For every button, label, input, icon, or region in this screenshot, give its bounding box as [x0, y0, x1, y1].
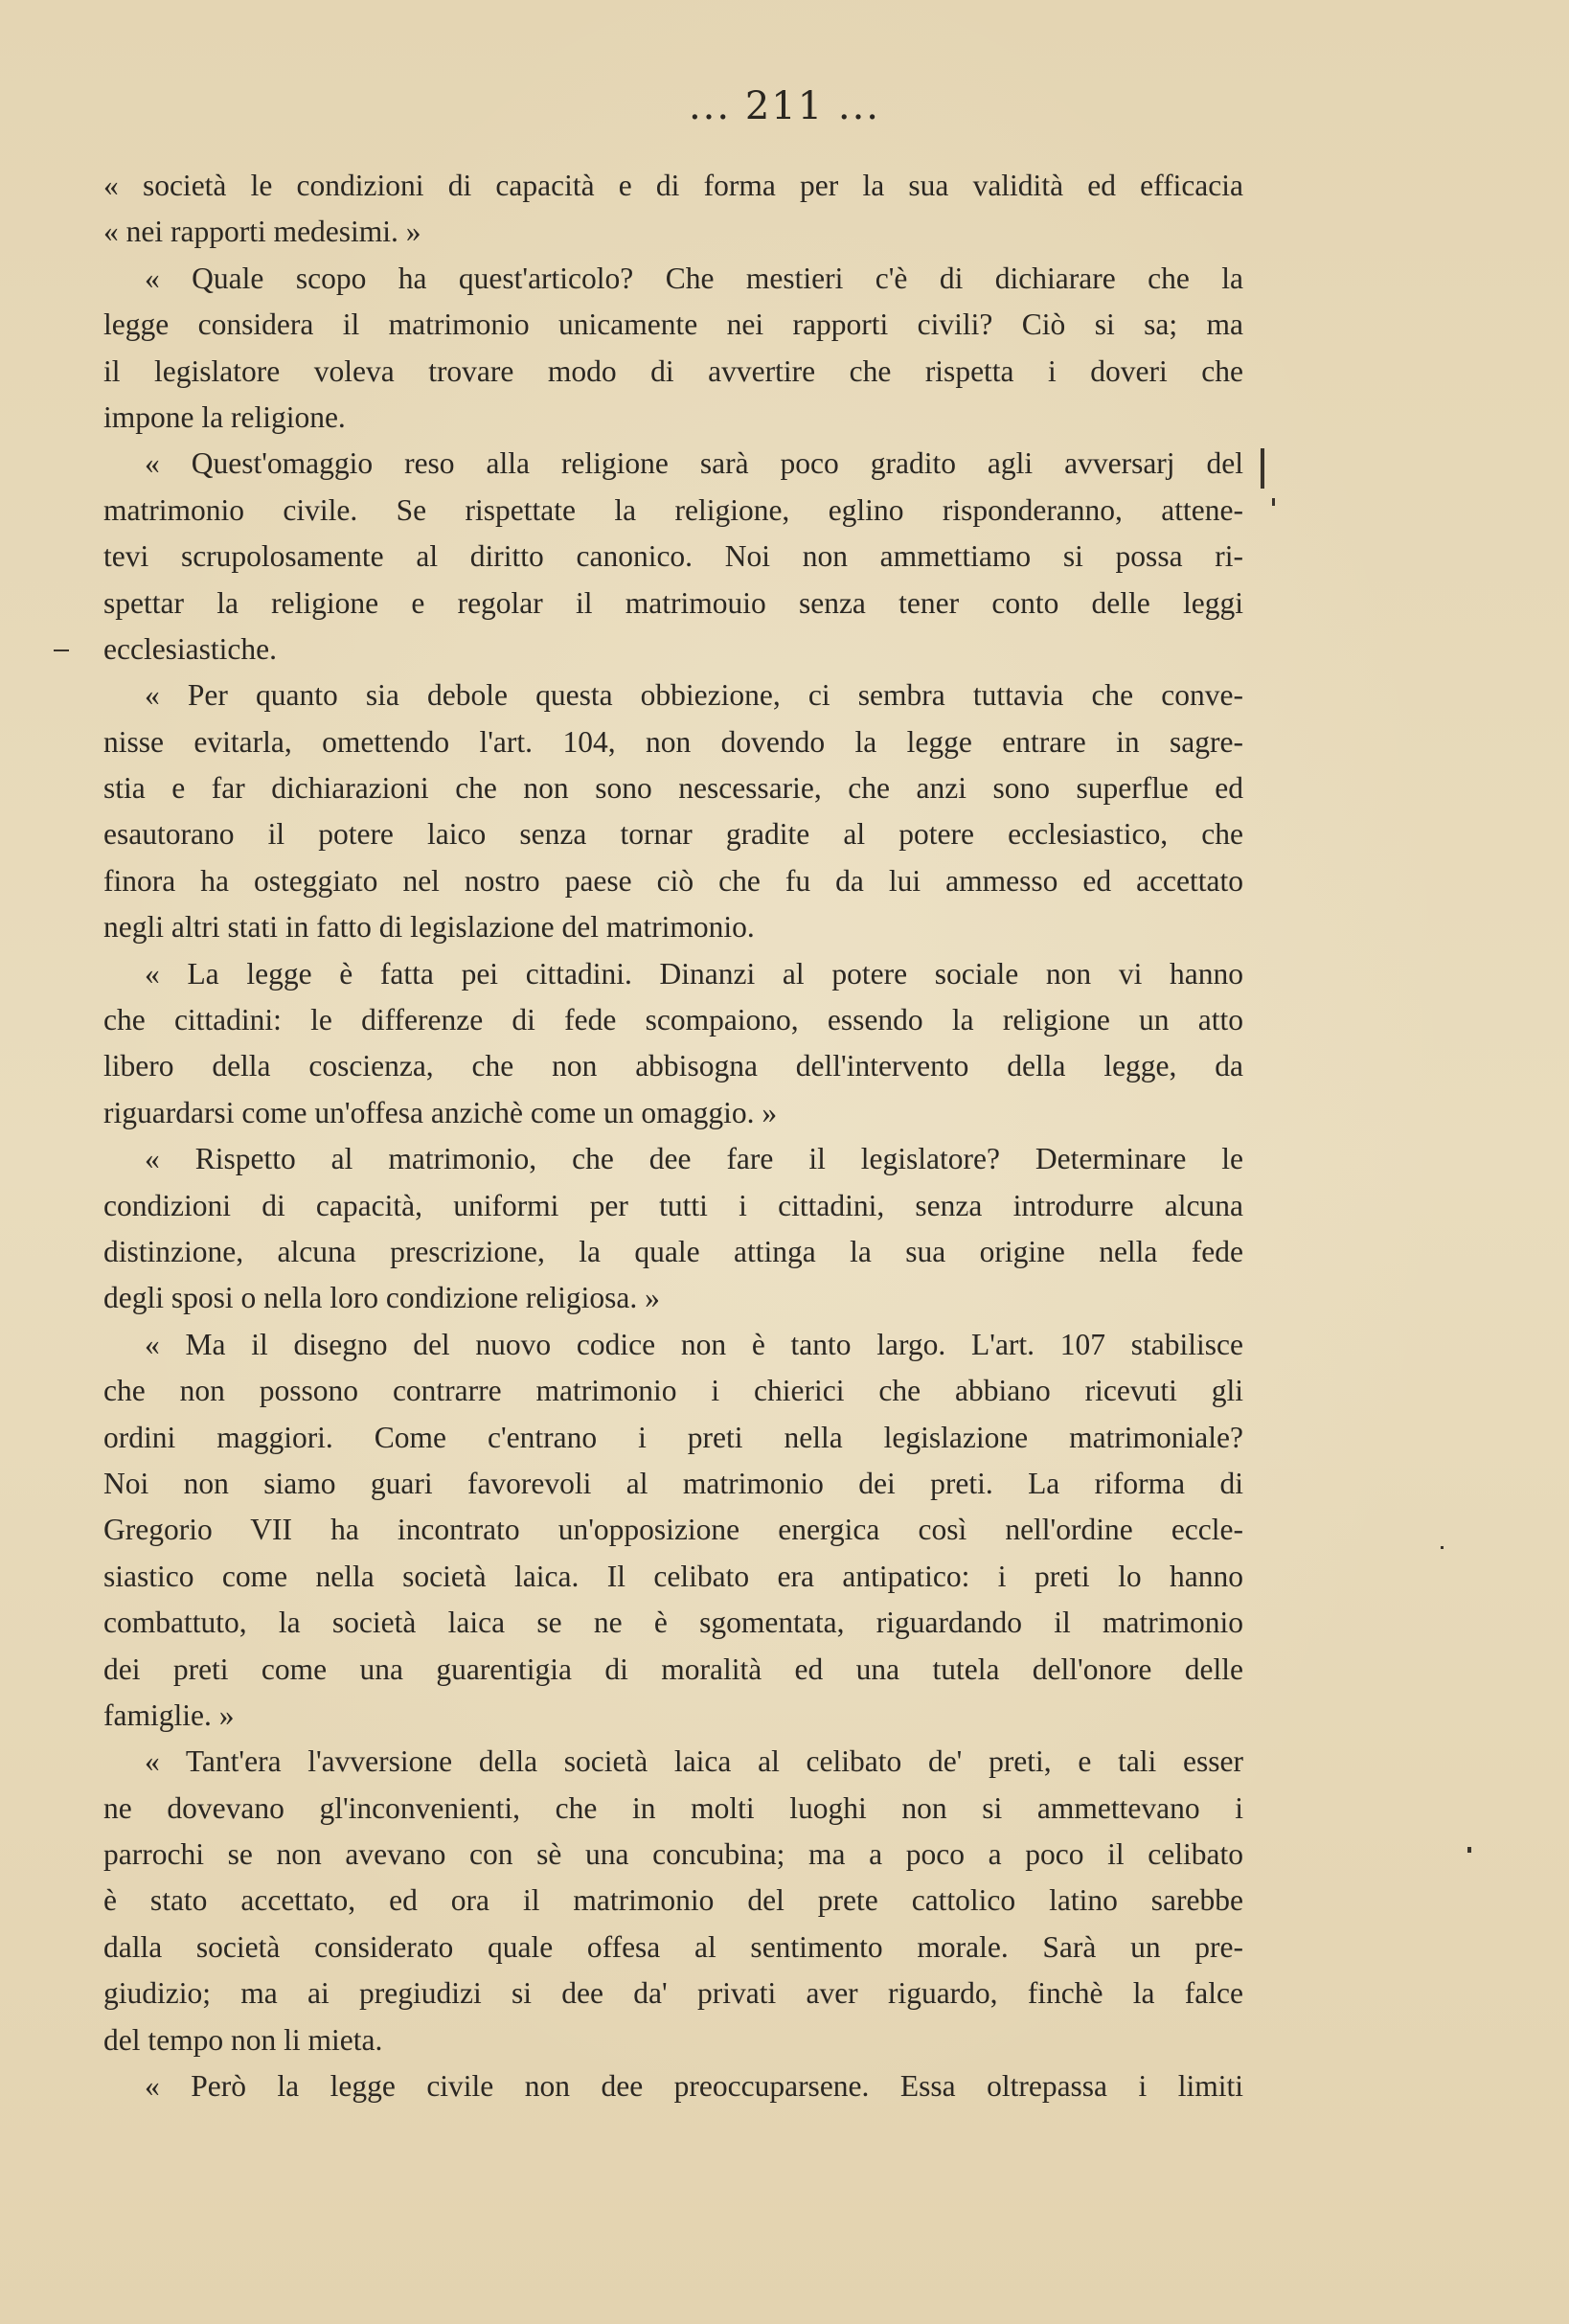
text-line: « Rispetto al matrimonio, che dee fare il legislatore? Determinare le — [145, 1142, 1243, 1176]
margin-mark — [1261, 448, 1264, 489]
text-line: ordini maggiori. Come c'entrano i preti nella legislazione matrimoniale? — [103, 1420, 1243, 1454]
text-line: è stato accettato, ed ora il matrimonio del prete cattolico latino sarebbe — [103, 1883, 1243, 1918]
text-line: « Quale scopo ha quest'articolo? Che mestieri c'è di dichiarare che la — [145, 261, 1243, 295]
text-line: ne dovevano gl'inconvenienti, che in molti luoghi non si ammettevano i — [103, 1790, 1243, 1825]
text-line: parrochi se non avevano con sè una concubina; ma a poco a poco il celibato — [103, 1837, 1243, 1872]
text-line: esautorano il potere laico senza tornar gradite al potere ecclesiastico, che — [103, 817, 1243, 852]
text-line: « Però la legge civile non dee preoccuparsene. Essa oltrepassa i limiti — [145, 2069, 1243, 2104]
text-line: tevi scrupolosamente al diritto canonico. Noi non ammettiamo si possa ri- — [103, 539, 1243, 574]
body-text — [103, 163, 1243, 2109]
page-number-header: ... 211 ... — [688, 84, 881, 128]
text-line: giudizio; ma ai pregiudizi si dee da' privati aver riguardo, finchè la falce — [103, 1976, 1243, 2011]
text-line: spettar la religione e regolar il matrimouio senza tener conto delle leggi — [103, 585, 1243, 620]
text-line: « Per quanto sia debole questa obbiezione, ci sembra tuttavia che conve- — [145, 678, 1243, 713]
margin-mark — [1441, 1546, 1444, 1549]
text-line: « Quest'omaggio reso alla religione sarà poco gradito agli avversarj del — [145, 446, 1243, 481]
text-line: Noi non siamo guari favorevoli al matrimonio dei preti. La riforma di — [103, 1466, 1243, 1500]
text-line: stia e far dichiarazioni che non sono nescessarie, che anzi sono superflue ed — [103, 771, 1243, 806]
text-line: il legislatore voleva trovare modo di avvertire che rispetta i doveri che — [103, 353, 1243, 388]
text-line: dei preti come una guarentigia di moralità ed una tutela dell'onore delle — [103, 1652, 1243, 1686]
text-line: condizioni di capacità, uniformi per tutti i cittadini, senza introdurre alcuna — [103, 1188, 1243, 1222]
text-line: distinzione, alcuna prescrizione, la quale attinga la sua origine nella fede — [103, 1234, 1243, 1268]
text-line: famiglie. » — [103, 1697, 235, 1732]
margin-mark — [1467, 1847, 1471, 1853]
text-line: del tempo non li mieta. — [103, 2022, 383, 2057]
text-line: libero della coscienza, che non abbisogna dell'intervento della legge, da — [103, 1049, 1243, 1083]
text-line: siastico come nella società laica. Il celibato era antipatico: i preti lo hanno — [103, 1559, 1243, 1593]
text-line: riguardarsi come un'offesa anzichè come un omaggio. » — [103, 1095, 778, 1129]
text-line: « Tant'era l'avversione della società laica al celibato de' preti, e tali esser — [145, 1744, 1243, 1779]
text-line: finora ha osteggiato nel nostro paese ciò che fu da lui ammesso ed accettato — [103, 863, 1243, 898]
text-line: legge considera il matrimonio unicamente nei rapporti civili? Ciò si sa; ma — [103, 308, 1243, 342]
text-line: « La legge è fatta pei cittadini. Dinanzi al potere sociale non vi hanno — [145, 956, 1243, 991]
text-line: « Ma il disegno del nuovo codice non è tanto largo. L'art. 107 stabilisce — [145, 1327, 1243, 1361]
text-line: « società le condizioni di capacità e di forma per la sua validità ed efficacia — [103, 169, 1243, 202]
text-line: nisse evitarla, omettendo l'art. 104, non dovendo la legge entrare in sagre- — [103, 724, 1243, 759]
text-line: degli sposi o nella loro condizione religiosa. » — [103, 1281, 660, 1315]
text-line: impone la religione. — [103, 399, 346, 434]
text-line: dalla società considerato quale offesa al sentimento morale. Sarà un pre- — [103, 1929, 1243, 1964]
text-line: combattuto, la società laica se ne è sgomentata, riguardando il matrimonio — [103, 1606, 1243, 1640]
text-line: Gregorio VII ha incontrato un'opposizione energica così nell'ordine eccle- — [103, 1513, 1243, 1547]
text-line: ecclesiastiche. — [103, 631, 278, 666]
text-line: matrimonio civile. Se rispettate la religione, eglino risponderanno, attene- — [103, 492, 1243, 527]
text-line: che non possono contrarre matrimonio i chierici che abbiano ricevuti gli — [103, 1374, 1243, 1408]
margin-mark — [1272, 498, 1275, 506]
margin-mark — [54, 649, 69, 651]
text-line: che cittadini: le differenze di fede scompaiono, essendo la religione un atto — [103, 1003, 1243, 1037]
text-line: negli altri stati in fatto di legislazione del matrimonio. — [103, 910, 755, 945]
text-line: « nei rapporti medesimi. » — [103, 215, 421, 249]
